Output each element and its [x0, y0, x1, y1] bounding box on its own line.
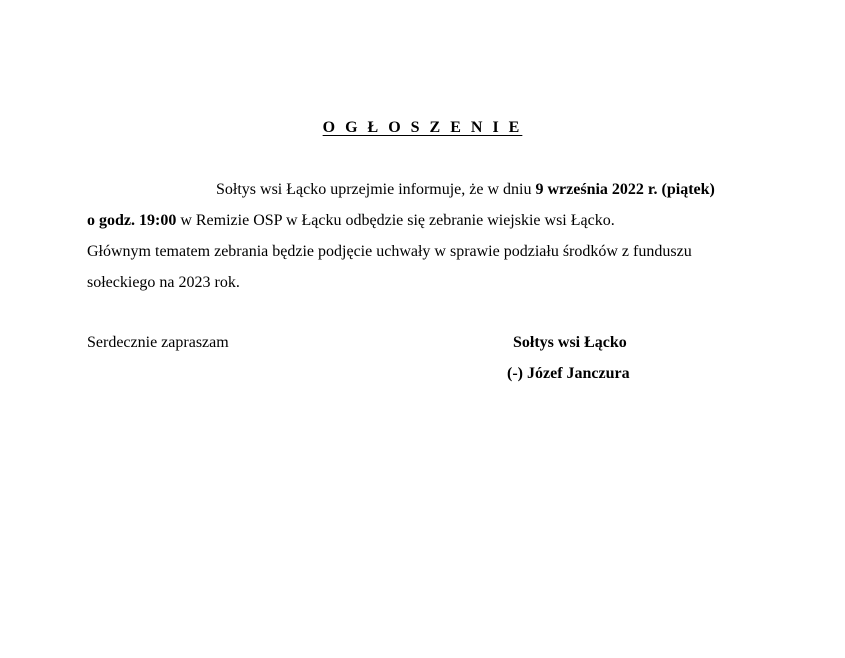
paragraph-line-1-text: Sołtys wsi Łącko uprzejmie informuje, że w dniu — [216, 181, 536, 198]
paragraph-line-2 — [87, 211, 615, 231]
meeting-time: o godz. 19:00 — [87, 212, 177, 229]
paragraph-line-2-text: w Remizie OSP w Łącku odbędzie się zebranie wiejskie wsi Łącko. — [176, 212, 615, 229]
paragraph-line-3: Głównym tematem zebrania będzie podjęcie uchwały w sprawie podziału środków z funduszu — [87, 243, 692, 260]
closing-text: Serdecznie zapraszam — [87, 334, 229, 351]
meeting-date: 9 września 2022 r. (piątek) — [535, 181, 715, 198]
signature-name: (-) Józef Janczura — [507, 365, 630, 382]
signature-role: Sołtys wsi Łącko — [513, 334, 627, 351]
paragraph-line-4: sołeckiego na 2023 rok. — [87, 274, 240, 291]
document-title: O G Ł O S Z E N I E — [322, 119, 523, 136]
paragraph-line-1 — [216, 180, 715, 200]
